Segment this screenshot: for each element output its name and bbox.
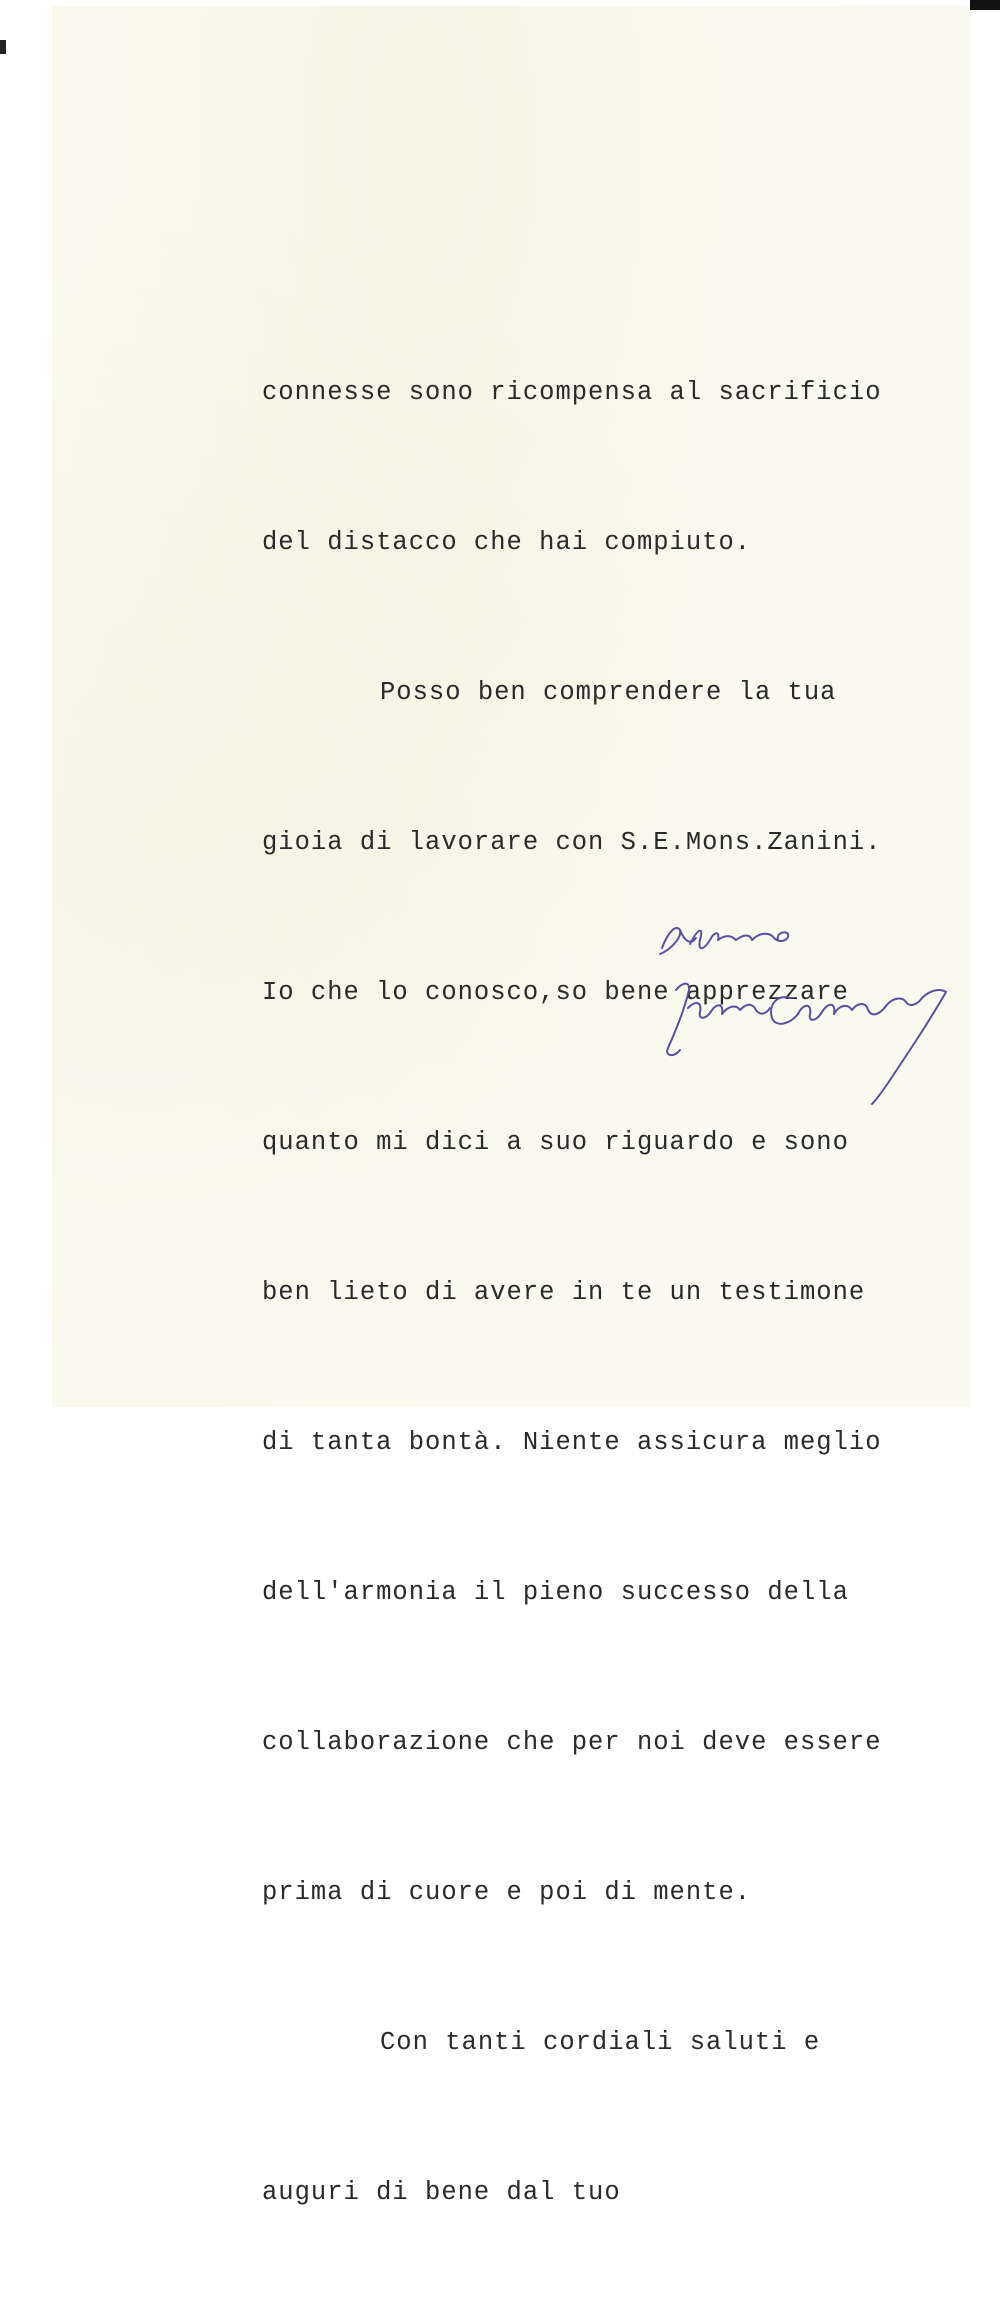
handwritten-signature <box>640 910 970 1120</box>
letter-line: collaborazione che per noi deve essere <box>262 1728 882 1757</box>
letter-line: ben lieto di avere in te un testimone <box>262 1278 866 1307</box>
letter-body <box>262 268 942 2318</box>
letter-line: prima di cuore e poi di mente. <box>262 1878 752 1907</box>
letter-line: del distacco che hai compiuto. <box>262 528 752 557</box>
letter-line: di tanta bontà. Niente assicura meglio <box>262 1428 882 1457</box>
letter-line: Io che lo conosco,so bene apprezzare <box>262 978 849 1007</box>
letter-line: Posso ben comprendere la tua <box>380 678 837 707</box>
letter-line: Con tanti cordiali saluti e <box>380 2028 821 2057</box>
letter-line: auguri di bene dal tuo <box>262 2178 621 2207</box>
letter-line: dell'armonia il pieno successo della <box>262 1578 849 1607</box>
letter-line: gioia di lavorare con S.E.Mons.Zanini. <box>262 828 882 857</box>
scan-corner-mark <box>970 0 1000 10</box>
scan-edge-mark <box>0 40 6 54</box>
letter-line: connesse sono ricompensa al sacrificio <box>262 378 882 407</box>
letter-line: quanto mi dici a suo riguardo e sono <box>262 1128 849 1157</box>
